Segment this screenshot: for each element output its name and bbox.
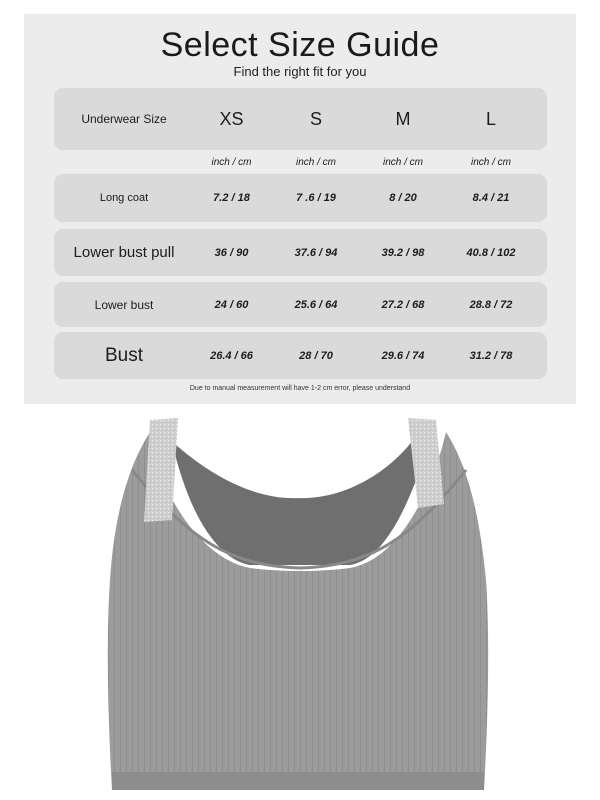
unit-label: inch / cm (382, 156, 423, 168)
measure-value: 24 / 60 (214, 298, 249, 311)
size-guide-title: Select Size Guide (160, 26, 440, 64)
measure-row-long-coat (54, 174, 547, 222)
measure-row-bust (54, 332, 547, 379)
sports-bra-product-image (0, 404, 600, 800)
measure-value: 25.6 / 64 (294, 298, 338, 311)
measure-row-lower-bust (54, 282, 547, 327)
unit-row (54, 154, 547, 170)
bra-hem (112, 772, 484, 790)
unit-label: inch / cm (211, 156, 252, 168)
right-strap (408, 418, 444, 508)
row-label: Long coat (99, 192, 149, 204)
measure-value: 31.2 / 78 (469, 349, 513, 362)
size-s: S (309, 108, 322, 129)
row-label: Lower bust pull (73, 244, 175, 261)
measure-value: 26.4 / 66 (210, 349, 253, 362)
measure-value: 27.2 / 68 (381, 298, 425, 311)
unit-label: inch / cm (295, 156, 336, 168)
measure-value: 36 / 90 (214, 246, 249, 259)
measure-value: 7.2 / 18 (213, 192, 250, 204)
row-label: Bust (104, 344, 144, 366)
size-header-row (54, 88, 547, 150)
measure-value: 28.8 / 72 (469, 298, 513, 311)
measure-value: 39.2 / 98 (381, 246, 425, 259)
size-m: M (395, 108, 411, 129)
size-xs: XS (219, 108, 244, 129)
measure-value: 37.6 / 94 (294, 246, 338, 259)
measurement-note: Due to manual measurement will have 1-2 cm error, please understand (189, 385, 411, 392)
size-guide-subtitle: Find the right fit for you (233, 64, 367, 79)
size-l: L (485, 108, 496, 129)
measure-value: 8 / 20 (389, 192, 417, 204)
measure-value: 8.4 / 21 (472, 192, 510, 204)
measure-value: 7 .6 / 19 (296, 192, 336, 204)
measure-value: 29.6 / 74 (381, 349, 425, 362)
row-label: Lower bust (94, 297, 154, 312)
measure-value: 28 / 70 (299, 349, 333, 362)
size-guide-card (24, 14, 576, 404)
underwear-size-label: Underwear Size (81, 112, 167, 126)
measure-value: 40.8 / 102 (466, 246, 516, 259)
unit-label: inch / cm (470, 156, 511, 168)
measure-row-lower-bust-pull (54, 229, 547, 276)
